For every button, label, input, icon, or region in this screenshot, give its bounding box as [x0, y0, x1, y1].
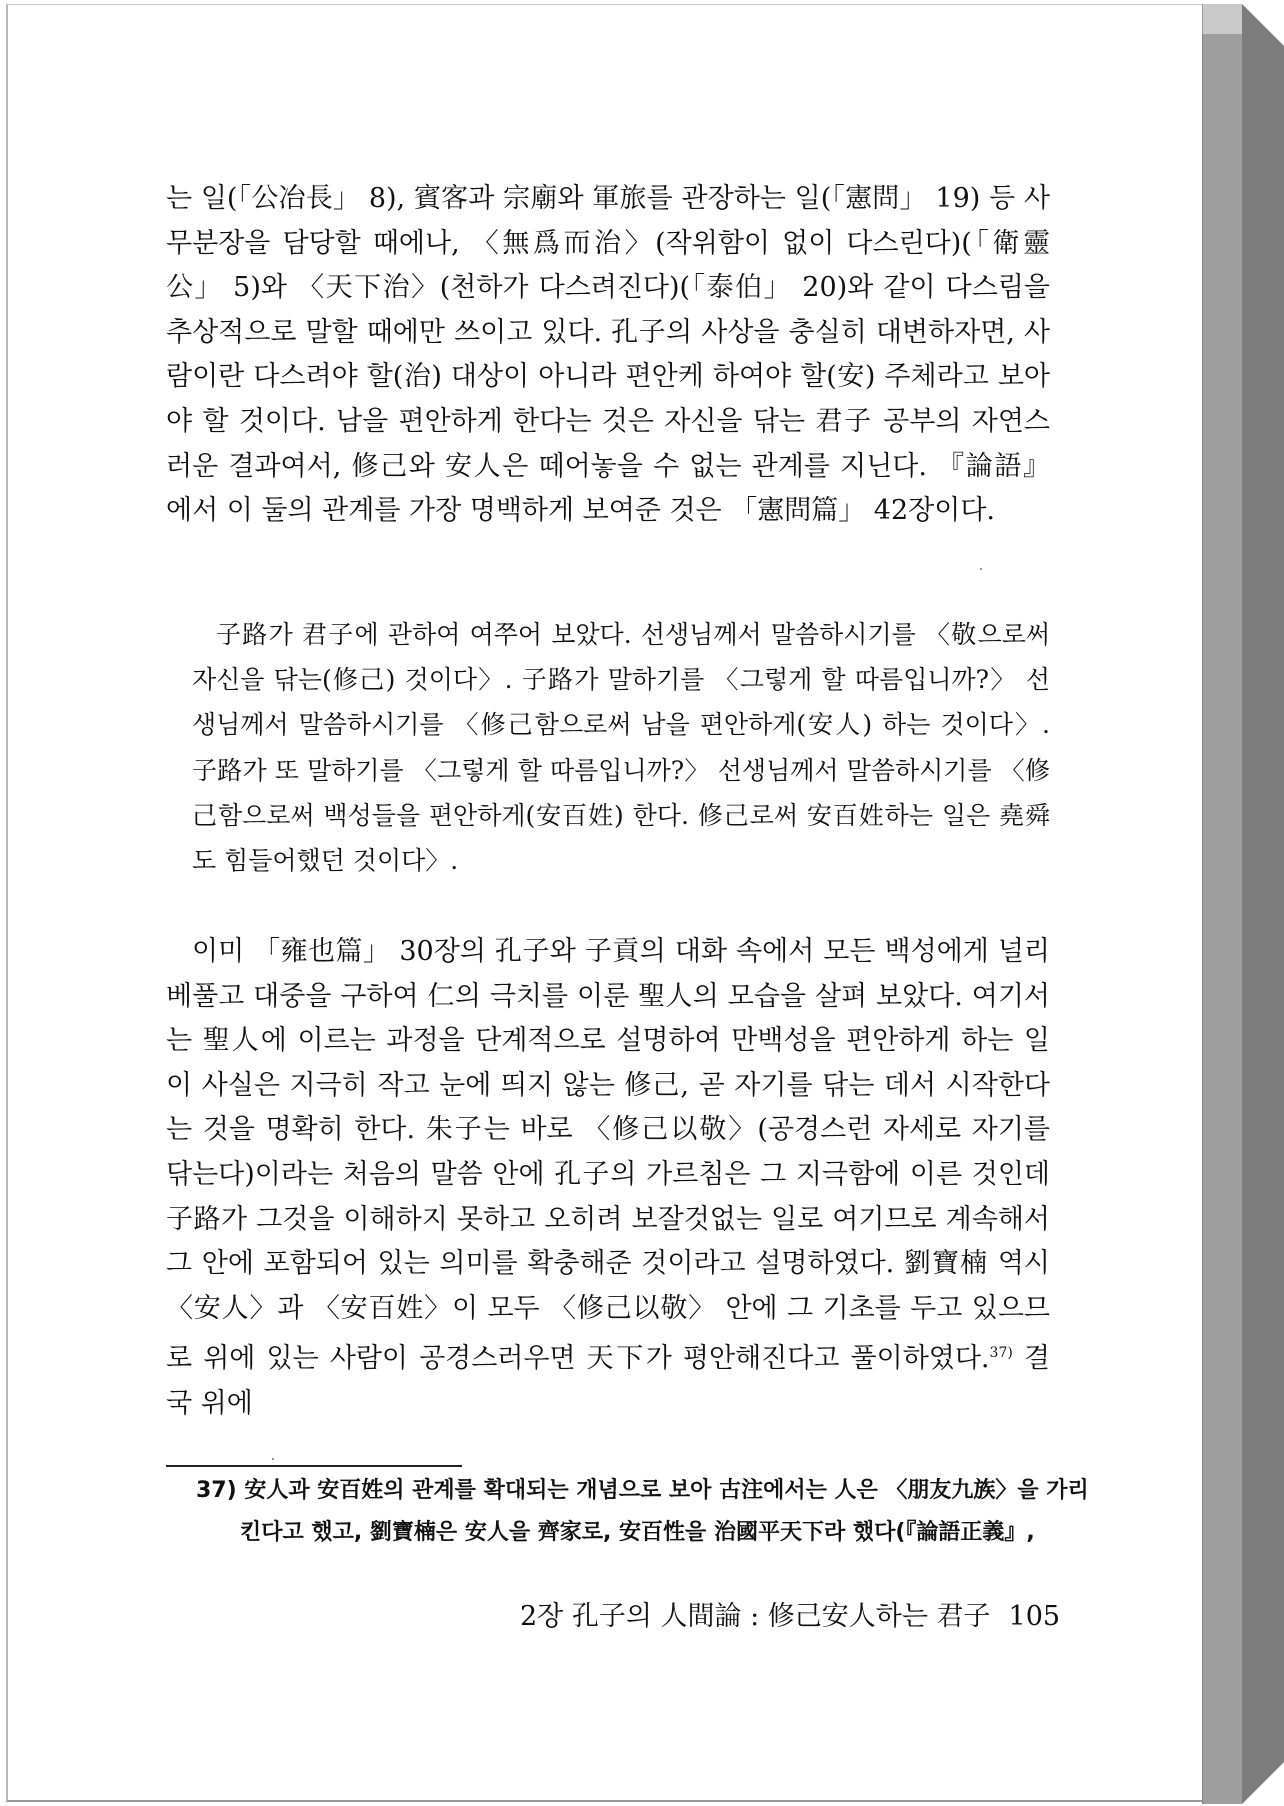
page-footer	[520, 1594, 1061, 1633]
running-title: 2장 孔子의 人間論 : 修己安人하는 君子	[520, 1601, 991, 1632]
page-edge-3d	[1202, 0, 1284, 1806]
page-number: 105	[1008, 1601, 1061, 1632]
footnote-ref: 37)	[989, 1345, 1013, 1362]
paragraph-2-text: 이미 「雍也篇」 30장의 孔子와 子貢의 대화 속에서 모든 백성에게 널리 베풀고 대중을 구하여 仁의 극치를 이룬 聖人의 모습을 살펴 보았다. 여기서는 聖人에 이르는 과정을 단계적으로 설명하여 만백성을 편안하게 하는 일이 사실은 지극히 작고 눈에 띄지 않는 修己, 곧 자기를 닦는 데서 시작한다는 것을 명확히 한다. 朱子는 바로 〈修己以敬〉(공경스런 자세로 자기를 닦는다)이라는 처음의 말씀 안에 孔子의 가르침은 그 지극함에 이른 것인데 子路가 그것을 이해하지 못하고 오히려 보잘것없는 일로 여기므로 계속해서 그 안에 포함되어 있는 의미를 확충해준 것이라고 설명하였다. 劉寶楠 역시 〈安人〉과 〈安百姓〉이 모두 〈修己以敬〉 안에 그 기초를 두고 있으므로 위에 있는 사람이 공경스러우면 天下가 평안해진다고 풀이하였다.	[166, 936, 1050, 1375]
paragraph-2-tail: 결국 위에	[166, 1343, 1051, 1419]
body-paragraph-1: 는 일(「公冶長」 8), 賓客과 宗廟와 軍旅를 관장하는 일(「憲問」 19) 등 사무분장을 담당할 때에나, 〈無爲而治〉(작위함이 없이 다스린다)(「衛靈公」 5)와 〈天下治〉(천하가 다스려진다)(「泰伯」 20)와 같이 다스림을 추상적으로 말할 때에만 쓰이고 있다. 孔子의 사상을 충실히 대변하자면, 사람이란 다스려야 할(治) 대상이 아니라 편안케 하여야 할(安) 주체라고 보아야 할 것이다. 남을 편안하게 한다는 것은 자신을 닦는 君子 공부의 자연스러운 결과여서, 修己와 安人은 떼어놓을 수 없는 관계를 지닌다. 『論語』에서 이 둘의 관계를 가장 명백하게 보여준 것은 「憲問篇」 42장이다.	[166, 183, 1050, 527]
block-quote: 子路가 君子에 관하여 여쭈어 보았다. 선생님께서 말씀하시기를 〈敬으로써 자신을 닦는(修己) 것이다〉. 子路가 말하기를 〈그렇게 할 따름입니까?〉 선생님께서 말씀하시기를 〈修己함으로써 남을 편안하게(安人) 하는 것이다〉. 子路가 또 말하기를 〈그렇게 할 따름입니까?〉 선생님께서 말씀하시기를 〈修己함으로써 백성들을 편안하게(安百姓) 한다. 修己로써 安百姓하는 일은 堯舜도 힘들어했던 것이다〉.	[192, 620, 1050, 876]
footnote-37: 37) 安人과 安百姓의 관계를 확대되는 개념으로 보아 古注에서는 人은 〈朋友九族〉을 가리킨다고 했고, 劉寶楠은 安人을 齊家로, 安百性을 治國平天下라 했다(『論語正義』,	[196, 1478, 1089, 1545]
footnote-rule	[166, 1465, 462, 1467]
scan-speck	[980, 568, 982, 570]
scan-speck	[272, 1458, 274, 1460]
body-paragraph-2	[166, 930, 1050, 1427]
